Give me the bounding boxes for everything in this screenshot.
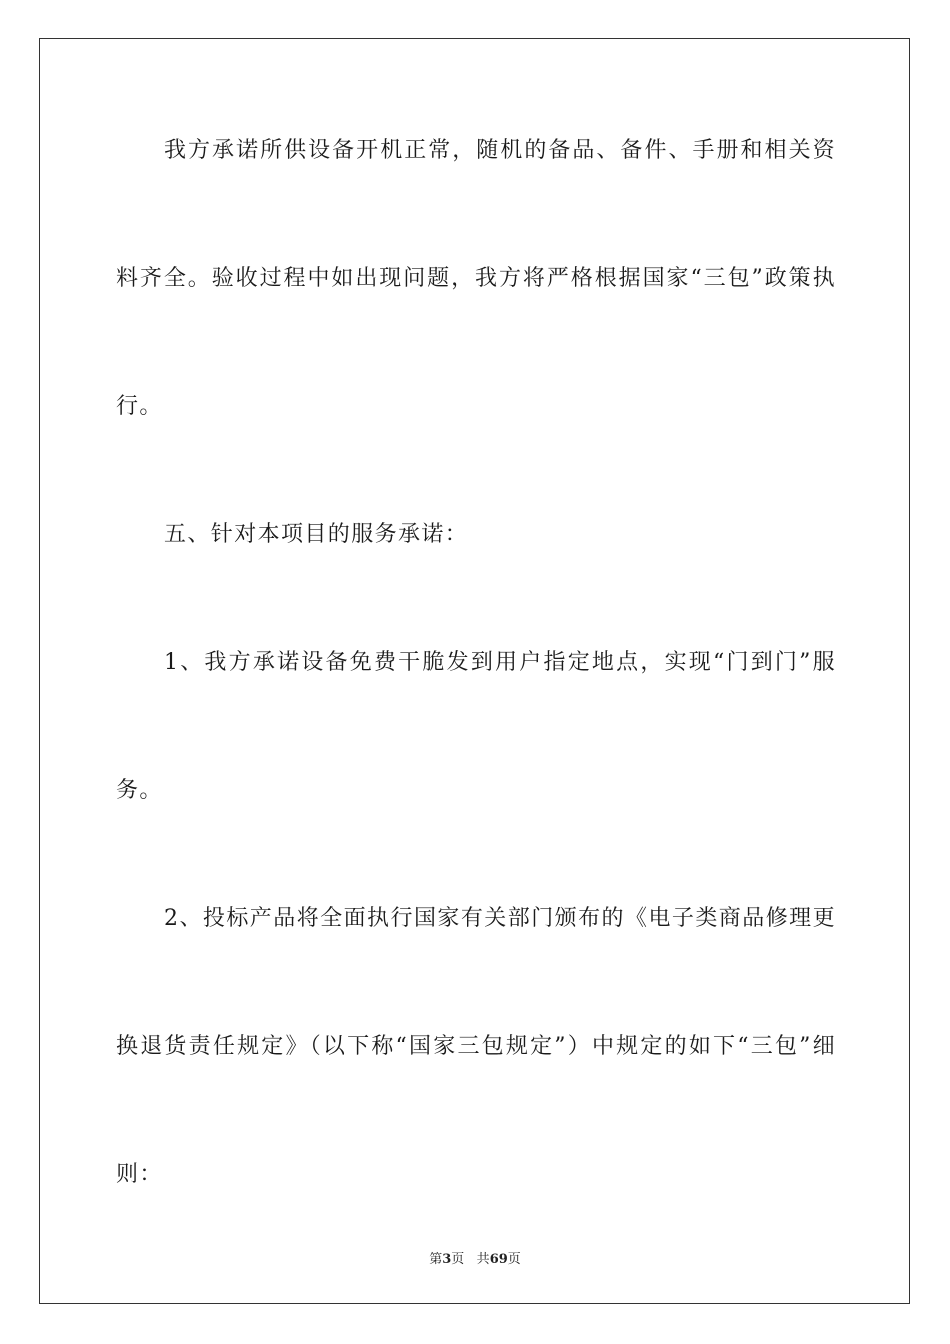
- paragraph-item-1: 1、我方承诺设备免费干脆发到用户指定地点，实现“门到门”服务。: [116, 650, 836, 803]
- total-suffix: 页: [507, 1252, 521, 1267]
- page-frame: [39, 38, 910, 1304]
- total-prefix: 共: [476, 1252, 490, 1267]
- page-footer: [0, 1248, 950, 1267]
- total-pages: 69: [489, 1252, 508, 1267]
- section-heading-service-commitment: 五、针对本项目的服务承诺：: [164, 522, 469, 547]
- page-prefix: 第: [429, 1252, 443, 1267]
- paragraph-acceptance: 我方承诺所供设备开机正常，随机的备品、备件、手册和相关资料齐全。验收过程中如出现问题，我方将严格根据国家“三包”政策执行。: [116, 138, 836, 419]
- page-suffix: 页: [451, 1252, 465, 1267]
- page-number: 3: [442, 1252, 452, 1267]
- paragraph-item-2: 2、投标产品将全面执行国家有关部门颁布的《电子类商品修理更换退货责任规定》（以下称“国家三包规定”）中规定的如下“三包”细则：: [116, 906, 836, 1187]
